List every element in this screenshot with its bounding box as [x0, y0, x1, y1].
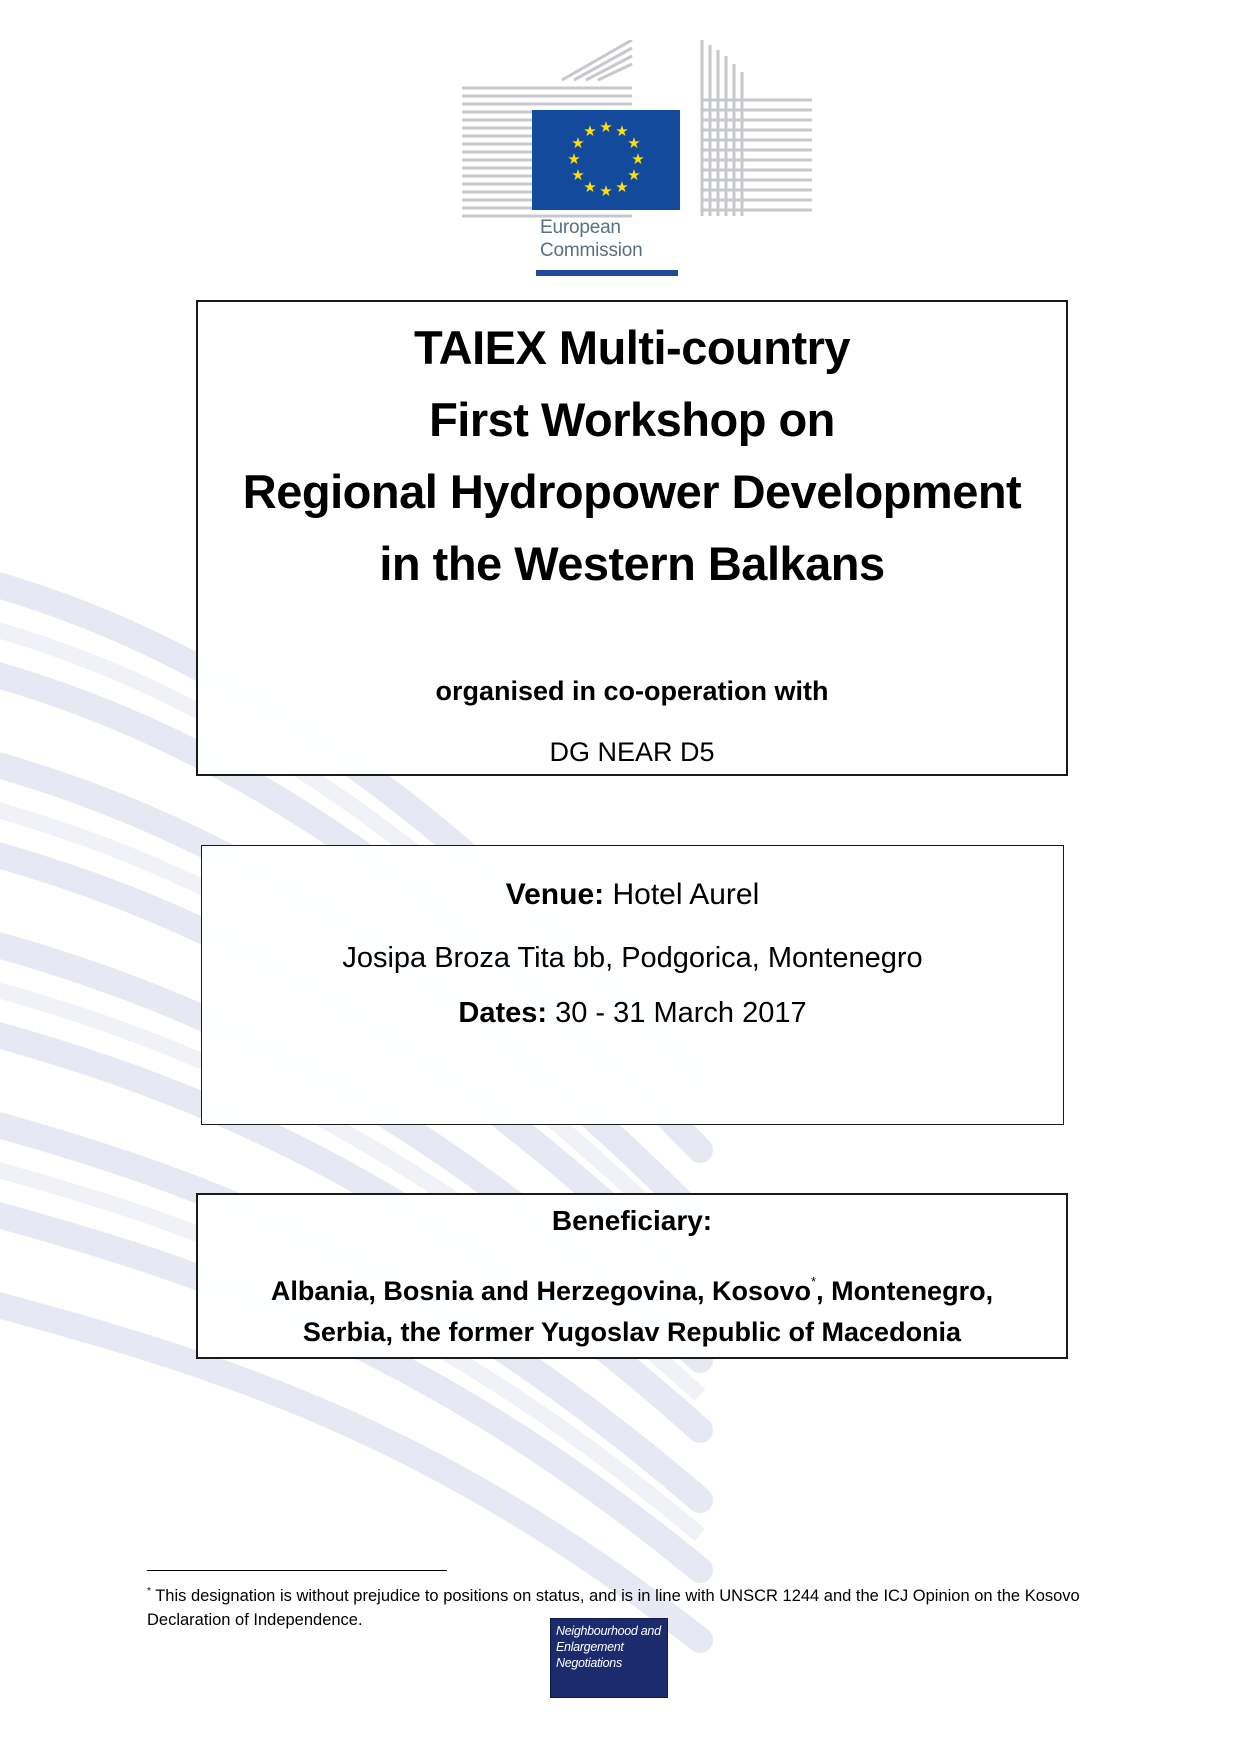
svg-text:★: ★ [627, 134, 641, 152]
svg-text:★: ★ [627, 166, 641, 184]
logo-wordmark: European Commission [540, 217, 643, 261]
footnote-divider [147, 1570, 447, 1571]
footnote-text: This designation is without prejudice to positions on status, and is in line with UNSCR 1244 and the ICJ Opinion on the Kosovo Declaration of Independence. [147, 1587, 1080, 1629]
beneficiary-countries: Albania, Bosnia and Herzegovina, Kosovo*, Montenegro, Serbia, the former Yugoslav Republic of Macedonia [270, 1274, 994, 1347]
european-commission-logo [462, 40, 812, 280]
venue-address: Josipa Broza Tita bb, Podgorica, Montenegro [342, 942, 923, 974]
venue-label: Venue: [505, 878, 605, 911]
svg-text:★: ★ [571, 166, 585, 184]
organised-label: organised in co-operation with [435, 676, 829, 706]
svg-text:★: ★ [571, 134, 585, 152]
venue-line [202, 878, 1063, 912]
beneficiary-heading: Beneficiary: [551, 1205, 713, 1236]
organiser: DG NEAR D5 [549, 737, 715, 767]
page-title: TAIEX Multi-country First Workshop on Regional Hydropower Development in the Western Balkans [242, 321, 1022, 590]
svg-text:★: ★ [583, 122, 597, 140]
berlaymont-building-icon [462, 40, 812, 220]
svg-text:★: ★ [615, 122, 629, 140]
dates-line [202, 997, 1063, 1030]
dates-label: Dates: [458, 997, 548, 1029]
svg-text:★: ★ [599, 182, 613, 200]
venue-value: Hotel Aurel [612, 878, 760, 911]
title-box [196, 300, 1068, 776]
venue-box [201, 845, 1064, 1125]
svg-text:★: ★ [583, 178, 597, 196]
logo-underline [536, 270, 678, 276]
beneficiary-box [196, 1193, 1068, 1359]
footnote: * This designation is without prejudice to positions on status, and is in line with UNSCR 1244 and the ICJ Opinion on the Kosovo Declaration of Independence. [147, 1586, 1080, 1629]
svg-text:★: ★ [599, 118, 613, 136]
dates-value: 30 - 31 March 2017 [555, 997, 807, 1029]
nen-logo: Neighbourhood and Enlargement Negotiations [550, 1618, 668, 1698]
svg-text:★: ★ [615, 178, 629, 196]
svg-text:★: ★ [567, 150, 581, 168]
footnote-mark: * [811, 1274, 817, 1289]
svg-text:★: ★ [631, 150, 645, 168]
